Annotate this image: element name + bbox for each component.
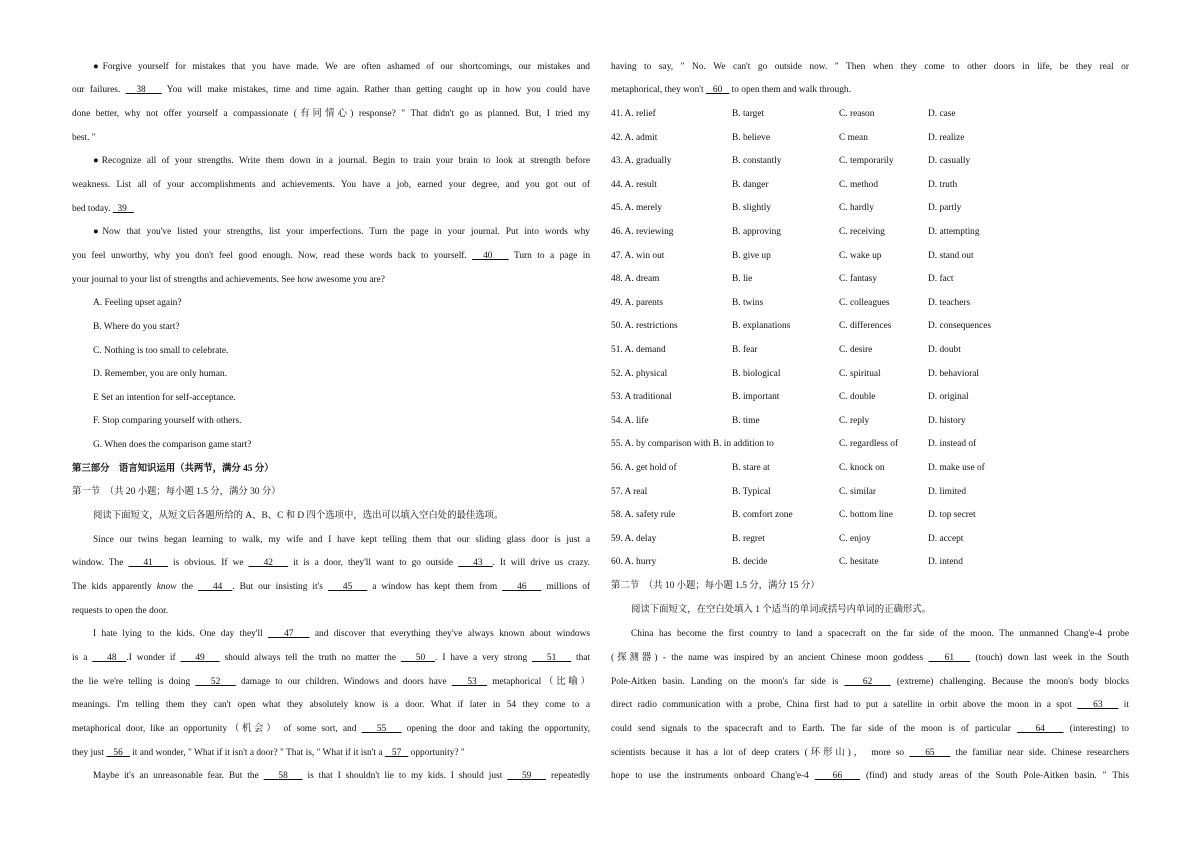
option-b: B. lie — [732, 274, 753, 285]
option-d: D. doubt — [928, 345, 961, 355]
blank-62: 62 — [862, 677, 873, 687]
option-d: D. partly — [928, 203, 962, 214]
option-c: C mean — [839, 132, 868, 143]
option-b: B. fear — [732, 345, 758, 355]
option-d: D. behavioral — [928, 368, 980, 379]
blank-51: 51 — [546, 653, 557, 663]
option-d: D. top secret — [928, 510, 976, 521]
option-d: D. make use of — [928, 463, 985, 473]
option-b: B. give up — [732, 250, 771, 261]
blank-45: 45 — [342, 582, 353, 592]
option-row — [611, 438, 1129, 450]
option-d: D. case — [928, 109, 956, 119]
blank-56: 56 — [113, 748, 123, 758]
option-row — [611, 320, 1129, 332]
option-a: 50. A. restrictions — [611, 321, 678, 332]
text-line: Pole-Aitken basin. Landing on the moon's far side is 62 (extreme) challenging. Because the moon's body blocks — [611, 677, 1129, 687]
section2-heading: 第二节 （共 10 小题；每小题 1.5 分，满分 15 分） — [611, 581, 820, 591]
option-d: D. consequences — [928, 321, 991, 332]
option-row — [611, 132, 1129, 144]
option-b: B. important — [732, 392, 780, 403]
option-row — [611, 108, 1129, 120]
blank-49: 49 — [195, 653, 205, 663]
text-line: window. The 41 is obvious. If we 42 it is a door, they'll want to go outside 43 . It will drive us crazy. — [72, 558, 591, 568]
text-line: best. " — [72, 133, 96, 143]
option-c: C. regardless of — [839, 439, 899, 450]
option-a: 60. A. hurry — [611, 557, 657, 568]
option-c: C. bottom line — [839, 510, 893, 521]
option-row — [611, 462, 1129, 474]
option-a: 43. A. gradually — [611, 156, 672, 167]
blank-55: 55 — [376, 724, 387, 734]
blank-61: 61 — [944, 653, 955, 663]
option-row — [611, 202, 1129, 214]
blank-46: 46 — [517, 582, 527, 592]
option-c: C. spiritual — [839, 368, 881, 379]
text-line: you feel unworthy, why you don't feel good enough. Now, read these words back to yourself. 40 Turn to a page in — [72, 251, 591, 261]
text-line: direct radio communication with a probe, China first had to put a satellite in orbit above the moon in a spot 63 it — [611, 700, 1130, 710]
blank-58: 58 — [278, 771, 288, 781]
option-b: B. danger — [732, 179, 769, 190]
text-line: meanings. I'm telling them they can't open what they absolutely know is a door. What if later in 54 they come to a — [72, 700, 590, 710]
choice-c: C. Nothing is too small to celebrate. — [93, 346, 229, 356]
option-d: D. truth — [928, 179, 958, 190]
blank-65: 65 — [925, 748, 935, 758]
option-c: C. differences — [839, 321, 892, 332]
option-d: D. fact — [928, 274, 954, 285]
option-d: D. attempting — [928, 227, 980, 237]
option-row — [611, 179, 1129, 191]
option-a: 47. A. win out — [611, 250, 665, 261]
option-d: D. intend — [928, 557, 963, 568]
text-line: your journal to your list of strengths and achievements. See how awesome you are? — [72, 275, 385, 285]
option-a: 59. A. delay — [611, 533, 657, 544]
text-line: ●Now that you've listed your strengths, list your imperfections. Turn the page in your journal. Put into words why — [93, 227, 590, 237]
text-line: weakness. List all of your accomplishments and achievements. You have a job, earned your degree, and you got out of — [72, 180, 590, 190]
text-line: requests to open the door. — [72, 606, 169, 616]
option-a: 41. A. relief — [611, 109, 656, 119]
blank-66: 66 — [832, 771, 843, 781]
text-line: (探测器) - the name was inspired by an ancient Chinese moon goddess 61 (touch) down last week in the South — [611, 653, 1129, 663]
option-a: 48. A. dream — [611, 274, 660, 285]
option-c: C. reason — [839, 109, 875, 119]
option-a: 58. A. safety rule — [611, 510, 676, 521]
option-row — [611, 509, 1129, 521]
text-line: Maybe it's an unreasonable fear. But the 58 is that I shouldn't lie to my kids. I should just 59 repeatedly — [93, 771, 591, 781]
option-b: B. decide — [732, 557, 768, 568]
blank-50: 50 — [415, 653, 426, 663]
blank-63: 63 — [1093, 700, 1103, 710]
text-line: the lie we're telling is doing 52 damage to our children. Windows and doors have 53 metaphorical（比喻） — [72, 677, 591, 687]
option-d: D. realize — [928, 132, 965, 143]
option-d: D. original — [928, 392, 969, 403]
text-line: China has become the first country to land a spacecraft on the far side of the moon. The unmanned Chang'e-4 probe — [631, 629, 1129, 639]
choice-e: E Set an intention for self-acceptance. — [93, 393, 236, 403]
blank-44: 44 — [212, 582, 223, 592]
option-c: C. temporarily — [839, 156, 894, 167]
blank-40: 40 — [483, 251, 493, 261]
text-line: ●Forgive yourself for mistakes that you have made. We are often ashamed of our shortcomings, our mistakes and — [93, 62, 590, 72]
blank-38: 38 — [136, 85, 146, 95]
part3-heading: 第三部分 语言知识运用（共两节，满分 45 分） — [72, 464, 274, 474]
option-b: B. time — [732, 415, 760, 426]
option-c: C. similar — [839, 486, 876, 497]
option-d: D. limited — [928, 486, 967, 497]
option-c: C. hardly — [839, 203, 874, 214]
option-a: 55. A. by comparison with B. in addition to — [611, 439, 774, 450]
text-line: metaphorical door, like an opportunity（机会） of some sort, and 55 opening the door and taking the opportunity, — [72, 724, 590, 734]
option-row — [611, 415, 1129, 427]
option-b: B. approving — [732, 227, 781, 237]
option-b: B. stare at — [732, 463, 770, 473]
option-c: C. desire — [839, 345, 873, 355]
option-c: C. colleagues — [839, 297, 890, 308]
choice-b: B. Where do you start? — [93, 322, 180, 332]
option-a: 53. A traditional — [611, 392, 672, 403]
option-b: B. believe — [732, 132, 771, 143]
blank-42: 42 — [263, 558, 273, 568]
blank-39: 39 — [117, 204, 127, 214]
option-d: D. teachers — [928, 297, 971, 308]
text-line: is a 48 .I wonder if 49 should always tell the truth no matter the 50 . I have a very strong 51 that — [72, 653, 591, 663]
option-c: C. knock on — [839, 463, 885, 473]
text-line: I hate lying to the kids. One day they'll 47 and discover that everything they've always known about windows — [93, 629, 590, 639]
blank-60: 60 — [712, 85, 723, 95]
option-b: B. comfort zone — [732, 510, 793, 521]
text-line: having to say, " No. We can't go outside now. " Then when they come to other doors in life, be they real or — [611, 62, 1129, 72]
section1-instruction: 阅读下面短文，从短文后各题所给的 A、B、C 和 D 四个选项中，选出可以填入空白处的最佳选项。 — [93, 511, 504, 521]
text-line: they just 56 it and wonder, " What if it isn't a door? " That is, " What if it isn't a 57 opportunity? " — [72, 748, 465, 758]
option-row — [611, 391, 1129, 403]
blank-43: 43 — [473, 558, 483, 568]
choice-a: A. Feeling upset again? — [93, 298, 182, 308]
option-a: 49. A. parents — [611, 297, 664, 308]
blank-59: 59 — [521, 771, 532, 781]
option-c: C. receiving — [839, 227, 885, 237]
option-b: B. regret — [732, 533, 765, 544]
choice-g: G. When does the comparison game start? — [93, 440, 252, 450]
option-c: C. fantasy — [839, 274, 878, 285]
blank-53: 53 — [467, 677, 477, 687]
option-a: 56. A. get hold of — [611, 463, 677, 473]
option-row — [611, 297, 1129, 309]
option-b: B. twins — [732, 297, 764, 308]
option-row — [611, 250, 1129, 262]
blank-41: 41 — [143, 558, 153, 568]
option-c: C. enjoy — [839, 533, 871, 544]
option-c: C. hesitate — [839, 557, 879, 568]
option-row — [611, 556, 1129, 568]
text-line: bed today. 39 — [72, 203, 590, 215]
text-line: done better, why not offer yourself a compassionate (有同情心) response? " That didn't go as planned. But, I tried my — [72, 109, 590, 119]
option-row — [611, 533, 1129, 545]
option-row — [611, 226, 1129, 238]
text-line: Since our twins began learning to walk, my wife and I have kept telling them that our sliding glass door is just a — [93, 535, 590, 545]
option-d: D. history — [928, 415, 966, 426]
option-d: D. instead of — [928, 439, 977, 450]
option-c: C. method — [839, 179, 879, 190]
option-a: 54. A. life — [611, 415, 649, 426]
option-a: 57. A real — [611, 486, 648, 497]
option-d: D. stand out — [928, 250, 974, 261]
option-a: 45. A. merely — [611, 203, 663, 214]
text-line: ●Recognize all of your strengths. Write them down in a journal. Begin to train your brain to look at strength before — [93, 156, 590, 166]
blank-64: 64 — [1035, 724, 1045, 734]
option-b: B. explanations — [732, 321, 791, 332]
option-b: B. Typical — [732, 486, 771, 497]
option-b: B. constantly — [732, 156, 782, 167]
choice-f: F. Stop comparing yourself with others. — [93, 416, 242, 426]
blank-48: 48 — [107, 653, 117, 663]
section1-heading: 第一节 （共 20 小题；每小题 1.5 分，满分 30 分） — [72, 487, 281, 497]
option-a: 42. A. admit — [611, 132, 658, 143]
option-row — [611, 273, 1129, 285]
option-row — [611, 155, 1129, 167]
option-a: 52. A. physical — [611, 368, 668, 379]
option-a: 46. A. reviewing — [611, 227, 674, 237]
blank-52: 52 — [210, 677, 221, 687]
text-line: could send signals to the spacecraft and to Earth. The far side of the moon is of particular 64 (interesting) to — [611, 724, 1129, 734]
option-a: 44. A. result — [611, 179, 657, 190]
text-line: scientists because it has a lot of deep craters (环形山)， more so 65 the familiar near side. Chinese researchers — [611, 748, 1130, 758]
option-b: B. slightly — [732, 203, 772, 214]
option-row — [611, 486, 1129, 498]
blank-57: 57 — [391, 748, 402, 758]
blank-47: 47 — [284, 629, 294, 639]
text-line: our failures. 38 You will make mistakes, time and time again. Rather than getting caught up in how you could have — [72, 85, 591, 95]
section2-instruction: 阅读下面短文，在空白处填入 1 个适当的单词或括号内单词的正确形式。 — [631, 605, 932, 615]
option-a: 51. A. demand — [611, 345, 666, 355]
option-d: D. casually — [928, 156, 971, 167]
option-row — [611, 368, 1129, 380]
text-line: metaphorical, they won't 60 to open them and walk through. — [611, 85, 851, 95]
text-line: hope to use the instruments onboard Chang'e-4 66 (find) and study areas of the South Pole-Aitken basin. " This — [611, 771, 1130, 781]
choice-d: D. Remember, you are only human. — [93, 369, 227, 379]
option-row — [611, 344, 1129, 356]
option-c: C. wake up — [839, 250, 882, 261]
option-c: C. double — [839, 392, 876, 403]
option-b: B. target — [732, 109, 765, 119]
option-c: C. reply — [839, 415, 870, 426]
option-b: B. biological — [732, 368, 781, 379]
option-d: D. accept — [928, 533, 964, 544]
text-line: The kids apparently know the 44 . But our insisting it's 45 a window has kept them from 46 millions of — [72, 582, 591, 592]
